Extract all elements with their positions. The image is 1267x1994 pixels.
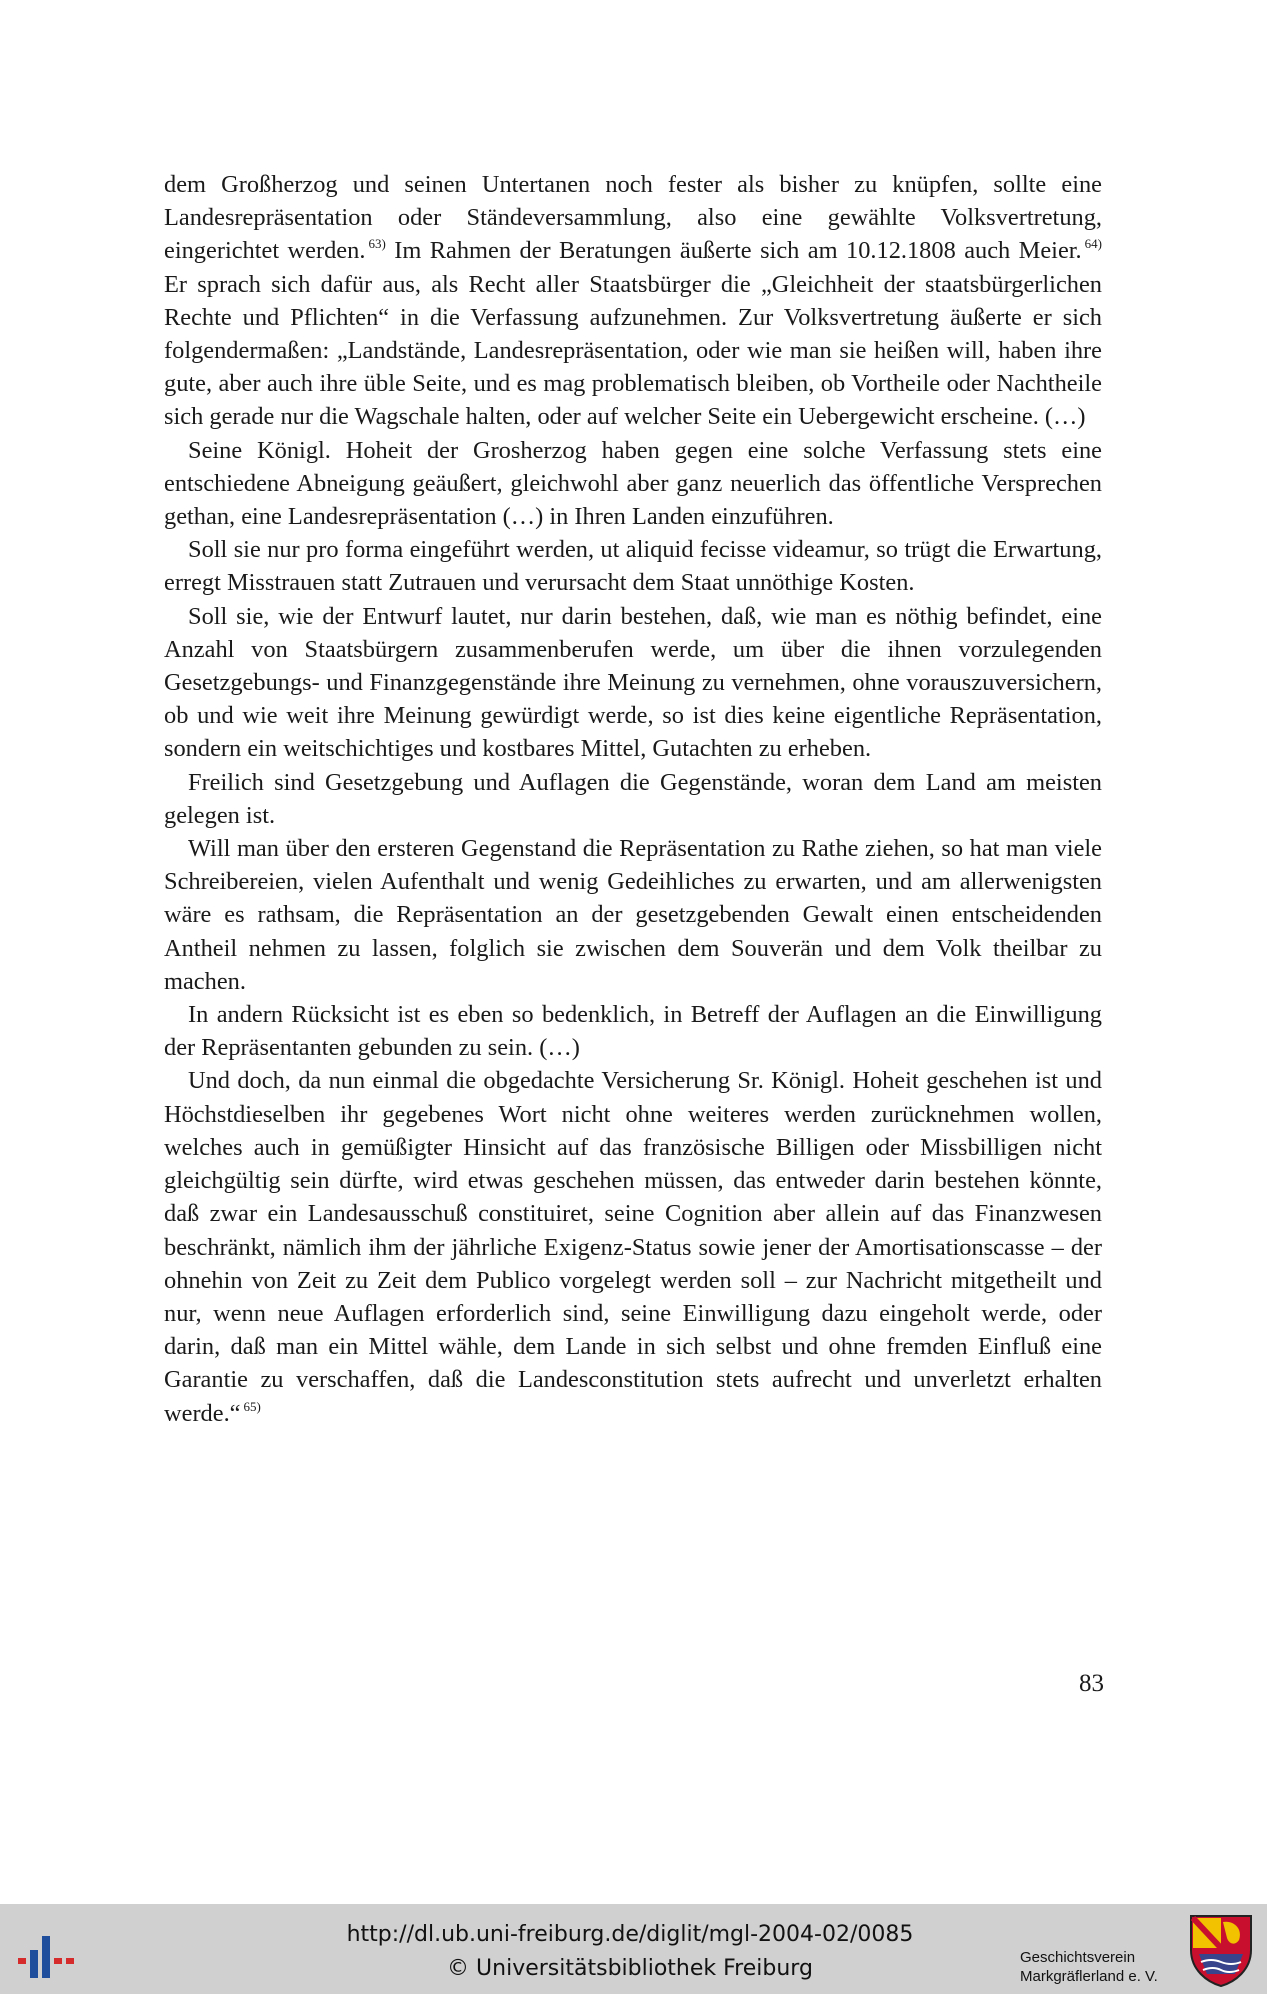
paragraph-text: Er sprach sich dafür aus, als Recht aller Staatsbürger die „Gleichheit der staatsbürgerlichen Rechte und Pflichten“ in die Verfassung aufzunehmen. Zur Volksvertretung äußerte er sich folgendermaßen: „Landstände, Landesrepräsentation, oder wie man sie heißen will, haben ihre gute, aber auch ihre üble Seite, und es mag problematisch bleiben, ob Vortheile oder Nachtheile sich gerade nur die Wagschale halten, oder auf welcher Seite ein Uebergewicht erscheine. (…) — [164, 270, 1102, 431]
permalink-url[interactable]: http://dl.ub.uni-freiburg.de/diglit/mgl-2004-02/0085 — [346, 1922, 914, 1947]
society-name-line2: Markgräflerland e. V. — [1020, 1968, 1158, 1985]
paragraph-text: Und doch, da nun einmal die obgedachte Versicherung Sr. Königl. Hoheit geschehen ist und Höchstdieselben ihr gegebenes Wort nicht ohne weiteres werden zurücknehmen wollen, welches auch in gemüßigter Hinsicht auf das französische Billigen oder Missbilligen nicht gleichgültig sein dürfte, wird etwas geschehen müssen, das entweder darin bestehen könnte, daß zwar ein Landesausschuß constituiret, seine Cognition aber allein auf das Finanzwesen beschränkt, nämlich ihm der jährliche Exigenz-Status sowie jener der Amortisationscasse – der ohnehin von Zeit zu Zeit dem Publico vorgelegt werden soll – zur Nachricht mitgetheilt und nur, wenn neue Auflagen erforderlich sind, seine Einwilligung dazu eingeholt werde, oder darin, daß man ein Mittel wähle, dem Lande in sich selbst und ohne fremden Einfluß eine Garantie zu verschaffen, daß die Landesconstitution stets aufrecht und unverletzt erhalten werde.“ — [164, 1067, 1102, 1427]
paragraph-1 — [164, 168, 1102, 434]
ub-freiburg-logo-icon[interactable] — [14, 1928, 80, 1980]
paragraph-text: dem Großherzog und seinen Untertanen noch fester als bisher zu knüpfen, sollte eine Landesrepräsentation oder Ständeversammlung, also eine gewählte Volksvertretung, eingerichtet werden. — [164, 171, 1102, 265]
paragraph-8 — [164, 1064, 1102, 1429]
footnote-ref[interactable]: 64) — [1084, 236, 1102, 252]
footer-bar — [0, 1904, 1267, 1994]
paragraph-2: Seine Königl. Hoheit der Grosherzog haben gegen eine solche Verfassung stets eine entschiedene Abneigung geäußert, gleichwohl aber ganz neuerlich das öffentliche Versprechen gethan, eine Landesrepräsentation (…) in Ihren Landen einzuführen. — [164, 436, 1102, 531]
footnote-ref[interactable]: 65) — [243, 1398, 261, 1414]
page-body — [164, 168, 1102, 1430]
footnote-ref[interactable]: 63) — [368, 236, 386, 252]
footer-center — [260, 1918, 1000, 1986]
copyright-text: © Universitätsbibliothek Freiburg — [447, 1956, 813, 1981]
coat-of-arms-icon[interactable] — [1189, 1914, 1253, 1988]
society-name-line1: Geschichtsverein — [1020, 1949, 1136, 1966]
paragraph-7: In andern Rücksicht ist es eben so bedenklich, in Betreff der Auflagen an die Einwilligung der Repräsentanten gebunden zu sein. (…) — [164, 1001, 1102, 1062]
paragraph-3: Soll sie nur pro forma eingeführt werden, ut aliquid fecisse videamur, so trügt die Erwartung, erregt Misstrauen statt Zutrauen und verursacht dem Staat unnöthige Kosten. — [164, 536, 1102, 597]
society-name[interactable] — [1020, 1948, 1180, 1986]
paragraph-6: Will man über den ersteren Gegenstand die Repräsentation zu Rathe ziehen, so hat man viele Schreibereien, vielen Aufenthalt und wenig Gedeihliches zu erwarten, und am allerwenigsten wäre es rathsam, die Repräsentation an der gesetzgebenden Gewalt einen entscheidenden Antheil nehmen zu lassen, folglich sie zwischen dem Souverän und dem Volk theilbar zu machen. — [164, 835, 1102, 995]
paragraph-5: Freilich sind Gesetzgebung und Auflagen die Gegenstände, woran dem Land am meisten gelegen ist. — [164, 768, 1102, 829]
page-number: 83 — [1079, 1670, 1104, 1697]
paragraph-4: Soll sie, wie der Entwurf lautet, nur darin bestehen, daß, wie man es nöthig befindet, eine Anzahl von Staatsbürgern zusammenberufen werde, um über die ihnen vorzulegenden Gesetzgebungs- und Finanzgegenstände ihre Meinung zu vernehmen, ohne vorauszuversichern, ob und wie weit ihre Meinung gewürdigt werde, so ist dies keine eigentliche Repräsentation, sondern ein weitschichtiges und kostbares Mittel, Gutachten zu erheben. — [164, 602, 1102, 763]
paragraph-text: Im Rahmen der Beratungen äußerte sich am 10.12.1808 auch Meier. — [385, 237, 1082, 265]
